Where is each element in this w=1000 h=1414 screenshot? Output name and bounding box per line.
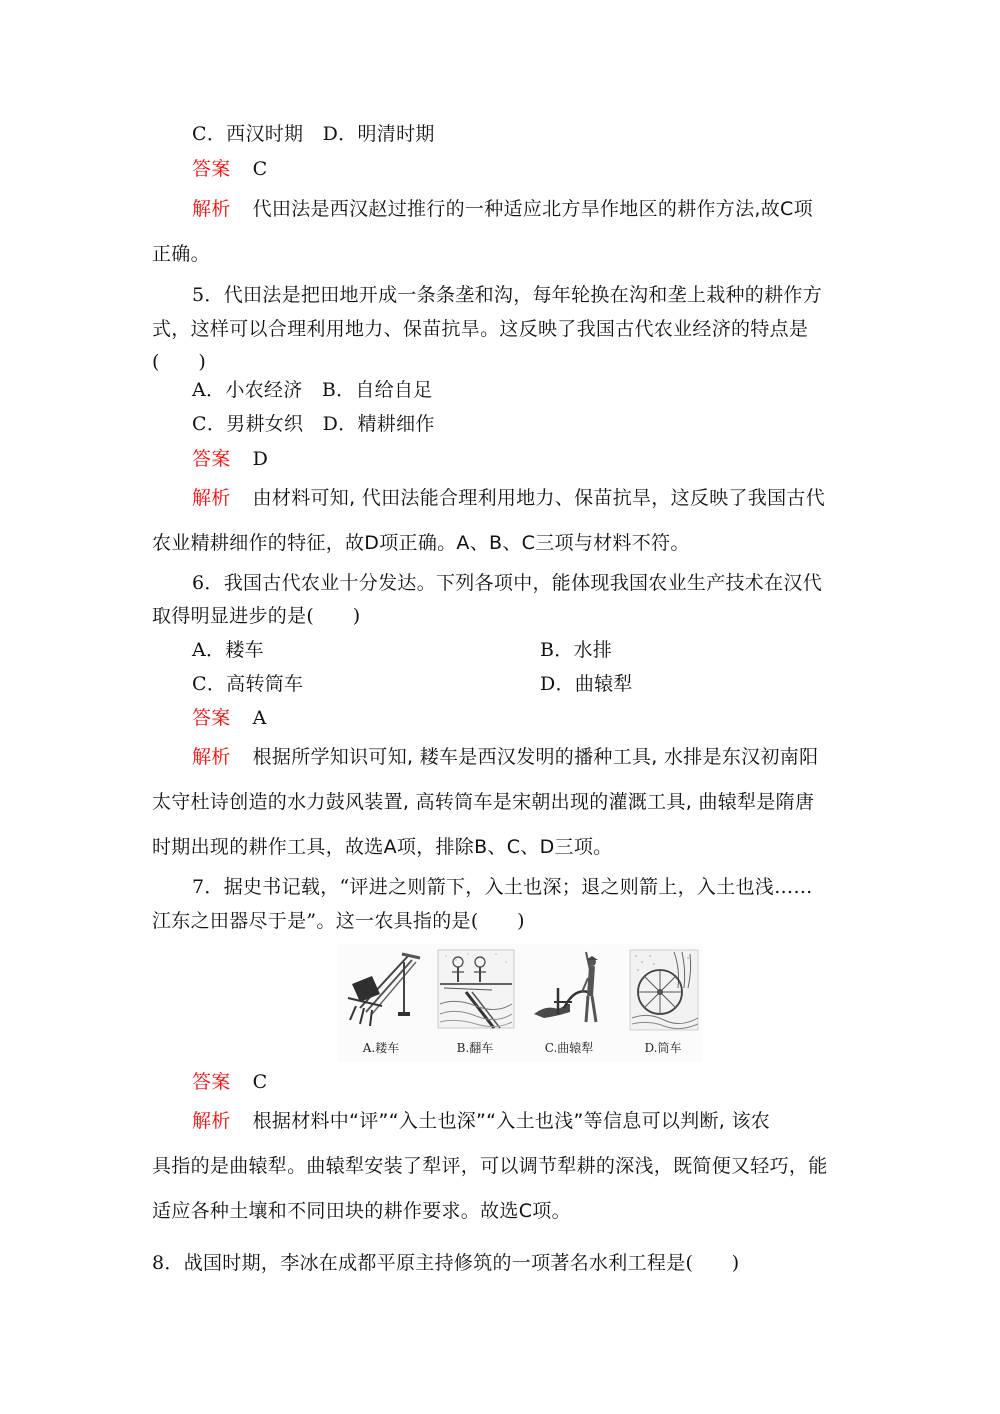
square-pallet-pump-illustration-icon <box>436 948 516 1032</box>
q6-option-c: C．高转筒车 <box>192 673 304 695</box>
answer-label: 答案 <box>192 448 231 470</box>
q5-options-line-2: C．男耕女织 D．精耕细作 <box>192 413 435 435</box>
q7-analysis-line-1 <box>192 1109 770 1133</box>
q6-option-b: B．水排 <box>540 639 613 661</box>
figure-item-water-wheel <box>620 944 706 1062</box>
analysis-label: 解析 <box>192 746 231 768</box>
analysis-label: 解析 <box>192 487 231 509</box>
q6-answer-value: A <box>252 707 267 729</box>
q5-answer-value: D <box>252 448 269 470</box>
q7-answer-value: C <box>252 1071 268 1093</box>
q6-analysis-line-2: 太守杜诗创造的水力鼓风装置, 高转筒车是宋朝出现的灌溉工具, 曲辕犁是隋唐 <box>152 791 815 813</box>
q4-analysis-line-2: 正确。 <box>152 243 210 265</box>
figure-item-square-pallet-pump <box>432 944 518 1062</box>
figure-item-seed-drill <box>338 944 424 1062</box>
analysis-label: 解析 <box>192 198 231 220</box>
q6-option-a: A．耧车 <box>192 639 264 661</box>
q7-stem-line-1: 7．据史书记载，“评进之则箭下，入土也深；退之则箭上，入土也浅…… <box>192 876 813 898</box>
water-wheel-illustration-icon <box>624 948 704 1032</box>
q5-stem-line-2: 式，这样可以合理利用地力、保苗抗旱。这反映了我国古代农业经济的特点是 <box>152 318 809 340</box>
answer-label: 答案 <box>192 1071 231 1093</box>
q7-analysis-line-2: 具指的是曲辕犁。曲辕犁安装了犁评，可以调节犁耕的深浅，既简便又轻巧，能 <box>152 1155 828 1177</box>
q5-stem-line-3: ( ) <box>152 351 207 373</box>
figure-item-curved-shaft-plow <box>526 944 612 1062</box>
figure-caption-a: A.耧车 <box>362 1041 400 1055</box>
q4-options-line: C．西汉时期 D．明清时期 <box>192 123 435 145</box>
q4-analysis-line-1 <box>192 197 813 221</box>
q8-stem-line-1: 8．战国时期，李冰在成都平原主持修筑的一项著名水利工程是( ) <box>152 1252 740 1274</box>
q4-answer-row <box>192 157 267 181</box>
analysis-label: 解析 <box>192 1110 231 1132</box>
q7-answer-row <box>192 1070 267 1094</box>
q7-stem-line-2: 江东之田器尽于是”。这一农具指的是( ) <box>152 910 525 932</box>
figure-caption-b: B.翻车 <box>456 1041 494 1055</box>
q5-analysis-line-2: 农业精耕细作的特征，故D项正确。A、B、C三项与材料不符。 <box>152 532 690 554</box>
q4-answer-value: C <box>252 158 268 180</box>
answer-label: 答案 <box>192 158 231 180</box>
curved-shaft-plow-illustration-icon <box>530 948 610 1032</box>
q5-answer-row <box>192 447 268 471</box>
answer-label: 答案 <box>192 707 231 729</box>
farm-tools-figure <box>338 944 702 1062</box>
q5-analysis-line-1 <box>192 486 825 510</box>
q6-analysis-line-1 <box>192 745 818 769</box>
q5-stem-line-1: 5．代田法是把田地开成一条条垄和沟，每年轮换在沟和垄上栽种的耕作方 <box>192 284 822 306</box>
seed-drill-illustration-icon <box>342 948 422 1032</box>
q6-analysis-text-1: 根据所学知识可知, 耧车是西汉发明的播种工具, 水排是东汉初南阳 <box>252 746 819 768</box>
q5-options-line-1: A．小农经济 B．自给自足 <box>192 379 433 401</box>
q4-analysis-text-1: 代田法是西汉赵过推行的一种适应北方旱作地区的耕作方法,故C项 <box>252 198 813 220</box>
q6-stem-line-2: 取得明显进步的是( ) <box>152 605 361 627</box>
q6-analysis-line-3: 时期出现的耕作工具，故选A项，排除B、C、D三项。 <box>152 836 613 858</box>
q6-answer-row <box>192 706 267 730</box>
q6-stem-line-1: 6．我国古代农业十分发达。下列各项中，能体现我国农业生产技术在汉代 <box>192 572 822 594</box>
q7-analysis-line-3: 适应各种土壤和不同田块的耕作要求。故选C项。 <box>152 1200 571 1222</box>
q6-option-d: D．曲辕犁 <box>540 673 633 695</box>
q5-analysis-text-1: 由材料可知, 代田法能合理利用地力、保苗抗旱，这反映了我国古代 <box>252 487 825 509</box>
figure-caption-d: D.筒车 <box>644 1041 682 1055</box>
q7-analysis-text-1: 根据材料中“评”“入土也深”“入土也浅”等信息可以判断, 该农 <box>252 1110 771 1132</box>
figure-caption-c: C.曲辕犁 <box>544 1041 594 1055</box>
